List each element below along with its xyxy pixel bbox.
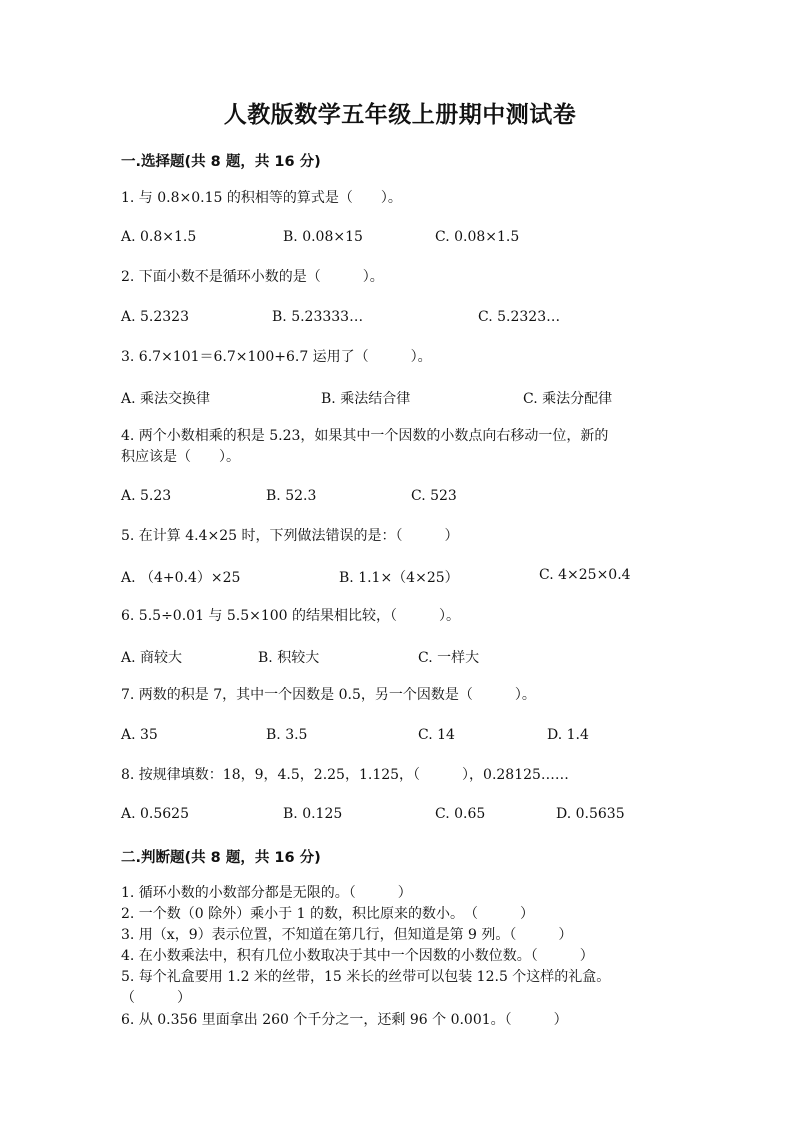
question-stem: 8. 按规律填数：18，9，4.5，2.25，1.125，（ ），0.28125……	[121, 767, 569, 783]
answer-option: A. 0.8×1.5	[121, 229, 197, 245]
judgement-item: 3. 用（x，9）表示位置，不知道在第几行，但知道是第 9 列。（ ）	[121, 927, 573, 943]
answer-option: A. 0.5625	[121, 806, 189, 822]
question-stem: 5. 在计算 4.4×25 时，下列做法错误的是：（ ）	[121, 528, 459, 544]
judgement-item: 5. 每个礼盒要用 1.2 米的丝带，15 米长的丝带可以包装 12.5 个这样的礼盒。	[121, 969, 611, 985]
judgement-item-continuation: （ ）	[121, 990, 191, 1006]
answer-option: B. 52.3	[266, 488, 317, 504]
question-stem: 7. 两数的积是 7，其中一个因数是 0.5，另一个因数是（ ）。	[121, 687, 536, 703]
answer-option: C. 一样大	[418, 650, 480, 666]
question-stem-line: 4. 两个小数相乘的积是 5.23，如果其中一个因数的小数点向右移动一位，新的	[121, 428, 609, 444]
answer-option: B. 乘法结合律	[321, 391, 411, 407]
judgement-item: 2. 一个数（0 除外）乘小于 1 的数，积比原来的数小。 （ ）	[121, 906, 534, 922]
answer-option: C. 0.08×1.5	[435, 229, 520, 245]
answer-option: C. 0.65	[435, 806, 486, 822]
judgement-item: 6. 从 0.356 里面拿出 260 个千分之一，还剩 96 个 0.001。（ ）	[121, 1012, 568, 1028]
question-stem: 2. 下面小数不是循环小数的是（ ）。	[121, 269, 384, 285]
answer-option: C. 14	[418, 727, 455, 743]
answer-option: C. 523	[411, 488, 457, 504]
answer-option: C. 4×25×0.4	[539, 567, 631, 583]
answer-option: A. 35	[121, 727, 158, 743]
answer-option: B. 0.08×15	[283, 229, 363, 245]
section-heading-choice: 一.选择题(共 8 题，共 16 分)	[121, 154, 321, 170]
section-heading-judgement: 二.判断题(共 8 题，共 16 分)	[121, 850, 321, 866]
judgement-item: 1. 循环小数的小数部分都是无限的。（ ）	[121, 885, 412, 901]
question-stem-line: 积应该是（ ）。	[121, 449, 240, 465]
answer-option: B. 3.5	[266, 727, 308, 743]
answer-option: A. 乘法交换律	[121, 391, 211, 407]
answer-option: C. 乘法分配律	[523, 391, 613, 407]
answer-option: D. 0.5635	[556, 806, 625, 822]
answer-option: B. 1.1×（4×25）	[339, 570, 459, 586]
answer-option: B. 5.23333…	[272, 309, 364, 325]
answer-option: D. 1.4	[547, 727, 589, 743]
answer-option: A. （4+0.4）×25	[121, 570, 241, 586]
question-stem: 3. 6.7×101＝6.7×100+6.7 运用了（ ）。	[121, 349, 432, 365]
page-title: 人教版数学五年级上册期中测试卷	[223, 102, 577, 128]
answer-option: A. 5.23	[121, 488, 172, 504]
question-stem: 6. 5.5÷0.01 与 5.5×100 的结果相比较，（ ）。	[121, 608, 461, 624]
answer-option: A. 商较大	[121, 650, 183, 666]
judgement-item: 4. 在小数乘法中，积有几位小数取决于其中一个因数的小数位数。（ ）	[121, 948, 594, 964]
answer-option: B. 0.125	[283, 806, 343, 822]
answer-option: A. 5.2323	[121, 309, 189, 325]
question-stem: 1. 与 0.8×0.15 的积相等的算式是（ ）。	[121, 190, 402, 206]
answer-option: B. 积较大	[258, 650, 320, 666]
answer-option: C. 5.2323…	[478, 309, 561, 325]
